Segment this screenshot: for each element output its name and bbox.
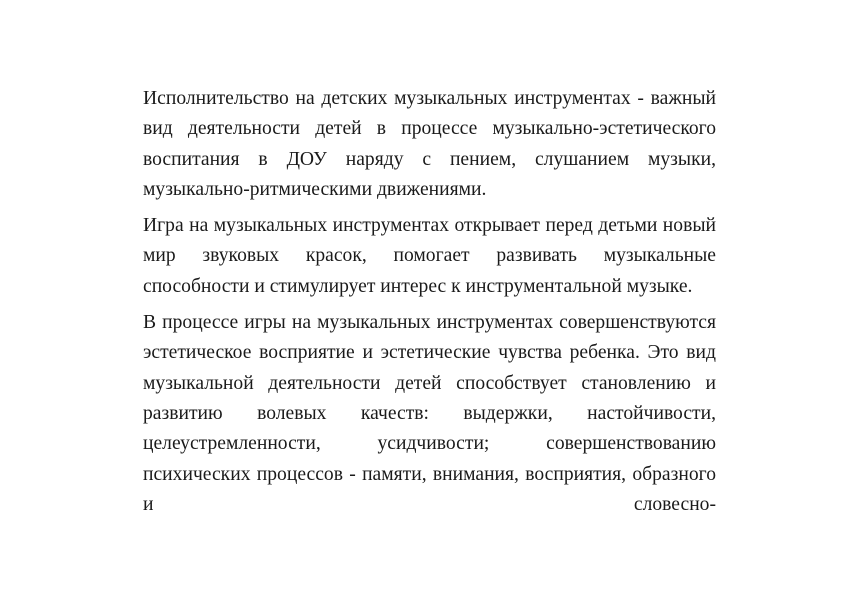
document-body [143, 84, 716, 526]
paragraph-2: Игра на музыкальных инструментах открывает перед детьми новый мир звуковых красок, помогает развивать музыкальные способности и стимулирует интерес к инструментальной музыке. [143, 215, 716, 297]
paragraph-3: В процессе игры на музыкальных инструментах совершенствуются эстетическое восприятие и эстетические чувства ребенка. Это вид музыкальной деятельности детей способствует становлению и развитию волевых качеств: выдержки, настойчивости, целеустремленности, усидчивости; совершенствованию психических процессов - памяти, внимания, восприятия, образного и словесно- [143, 312, 716, 515]
paragraph-1: Исполнительство на детских музыкальных инструментах - важный вид деятельности детей в процессе музыкально-эстетического воспитания в ДОУ наряду с пением, слушанием музыки, музыкально-ритмическими движениями. [143, 88, 716, 200]
